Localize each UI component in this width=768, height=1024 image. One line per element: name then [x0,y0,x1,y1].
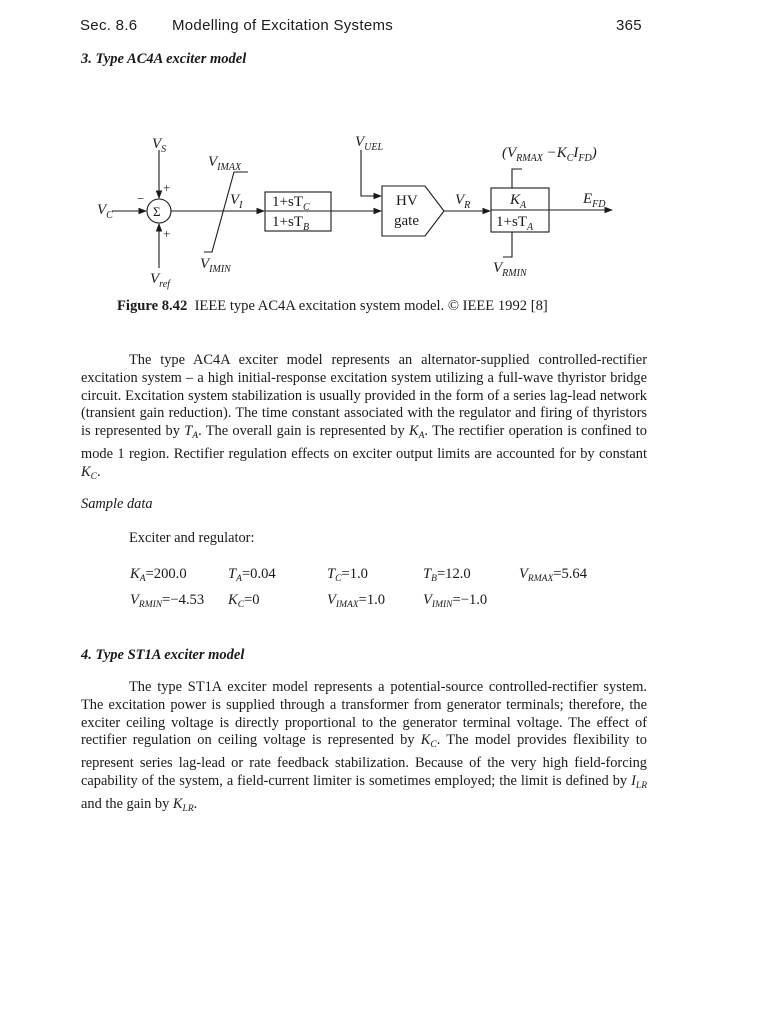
sigma-symbol: Σ [153,204,161,219]
param-tc: $T_C=1.0$ [327,566,368,584]
vi-limiter [204,172,248,252]
vuel-input-line [361,150,381,196]
param-kc: $K_C=0$ [228,592,260,610]
param-vrmax: $V_{RMAX}=5.64$ [519,566,588,584]
page-number: 365 [616,17,642,34]
vrmax-expression: $(V_{RMAX} -K_CI_{FD})$ [502,145,597,164]
vrmin-limit [503,232,512,257]
running-title: Modelling of Excitation Systems [172,17,394,34]
minus-left-sign: − [137,191,145,206]
vc-label: $V_C$ [97,202,113,221]
efd-label: $E_{FD}$ [583,191,606,210]
vs-label: $V_S$ [152,136,167,155]
plus-bottom-sign: + [163,226,171,241]
figure-caption-text: IEEE type AC4A excitation system model. © IEEE 1992 [8] [194,298,548,314]
ac4a-description: The type AC4A exciter model represents an alternator-supplied controlled-rectifier excitation system – a high initial-response excitation system utilizing a full-wave thyristor bridge circuit. Excitation system stabilization is usually provided in the form of a series lag-lead network (transient gain reduction). The time constant associated with the regulator and firing of thyristors is represented by $T_A$. The overall gain is represented by $K_A$. The rectifier operation is confined to mode 1 region. Rectifier regulation effects on exciter output limits are accounted for by constant $K_C$. [81,352,648,482]
sample-data-subheading: Exciter and regulator: [129,530,255,546]
st1a-description: The type ST1A exciter model represents a potential-source controlled-rectifier system. The excitation power is supplied through a transformer from generator terminals; therefore, the exciter ceiling voltage is directly proportional to the generator terminal voltage. The effect of rectifier regulation on ceiling voltage is represented by $K_C$. The model provides flexibility to represent series lag-lead or rate feedback stabilization. Because of the very high field-forcing capability of the system, a field-current limiter is sometimes employed; the limit is defined by $I_{LR}$ and the gain by $K_{LR}$. [81,679,647,814]
section-number: Sec. 8.6 [80,17,138,34]
ka-numerator: $K_A$ [510,192,527,211]
hv-gate-line2: gate [394,213,419,229]
plus-top-sign: + [163,180,171,195]
leadlag-numerator: $1+sT_C$ [272,194,310,213]
vr-label: $V_R$ [455,192,471,211]
leadlag-denominator: $1+sT_B$ [272,214,310,233]
vuel-label: $V_{UEL}$ [355,134,384,153]
param-ta: $T_A=0.04$ [228,566,276,584]
ac4a-block-diagram [0,0,768,300]
vrmin-label: $V_{RMIN}$ [493,260,527,279]
hv-gate-line1: HV [396,193,418,209]
ka-denominator: $1+sT_A$ [496,214,534,233]
sample-data-heading: Sample data [81,496,153,512]
param-vimin: $V_{IMIN}=-1.0$ [423,592,488,610]
section-heading-st1a: 4. Type ST1A exciter model [81,647,245,663]
vimin-label: $V_{IMIN}$ [200,256,231,275]
figure-caption [117,298,548,315]
vrmax-limit [512,169,522,188]
vimax-label: $V_{IMAX}$ [208,154,242,173]
vref-label: $V_{ref}$ [150,271,170,290]
figure-label: Figure 8.42 [117,298,188,314]
param-ka: $K_A=200.0$ [130,566,187,584]
param-vrmin: $V_{RMIN}=-4.53$ [130,592,205,610]
section-heading-ac4a: 3. Type AC4A exciter model [81,51,247,67]
param-tb: $T_B=12.0$ [423,566,471,584]
vi-label: $V_I$ [230,192,243,211]
param-vimax: $V_{IMAX}=1.0$ [327,592,386,610]
